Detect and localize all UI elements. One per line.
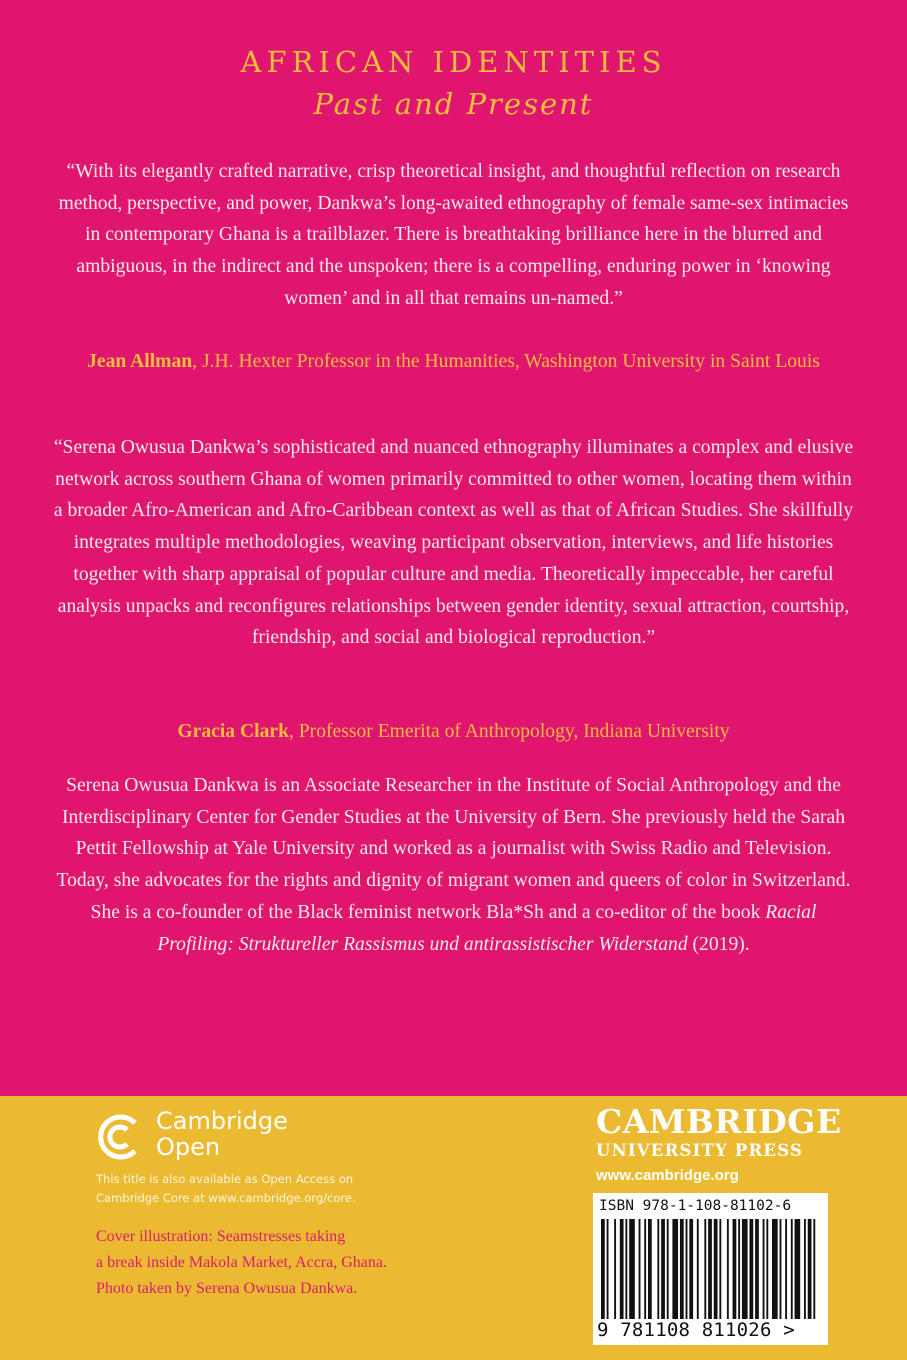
barcode-bar (648, 1219, 652, 1319)
barcode-bar (629, 1219, 635, 1319)
barcode-bar (733, 1219, 737, 1319)
barcode-bar (813, 1219, 815, 1319)
barcode-bar (644, 1219, 646, 1319)
author-bio-year: (2019). (687, 933, 750, 955)
cover-credit-line3: Photo taken by Serena Owusua Dankwa. (96, 1280, 358, 1297)
isbn-barcode (593, 1193, 828, 1345)
barcode-digits: 9 781108 811026 > (597, 1319, 795, 1341)
publisher-name: CAMBRIDGE (596, 1102, 842, 1141)
cambridge-open-logo-icon (95, 1113, 143, 1161)
endorsement-quote-clark: “Serena Owusua Dankwa’s sophisticated and nuanced ethnography illuminates a complex and elusive network across southern Ghana of women primarily committed to other women, locating them within a broader Afro-American and Afro-Caribbean context as well as that of African Studies. She skillfully integrates multiple methodologies, weaving participant observation, interviews, and life histories together with sharp appraisal of popular culture and media. Theoretically impeccable, her careful analysis unpacks and reconfigures relationships between gender identity, sexual attraction, courtship, friendship, and social and biological reproduction.” (53, 437, 854, 649)
barcode-bar (738, 1219, 740, 1319)
cambridge-open-line1: Cambridge (156, 1107, 288, 1135)
series-subtitle: Past and Present (313, 87, 594, 121)
isbn-label: ISBN 978-1-108-81102-6 (599, 1198, 792, 1214)
barcode-bar (704, 1219, 706, 1319)
barcode-bar (686, 1219, 688, 1319)
endorsement-attribution-clark (52, 716, 855, 748)
barcode-bar (620, 1219, 624, 1319)
author-bio-text: Serena Owusua Dankwa is an Associate Researcher in the Institute of Social Anthropology and the Interdisciplinary Center for Gender Studies at the University of Bern. She previously held the Sarah Pettit Fellowship at Yale University and worked as a journalist with Swiss Radio and Television. Today, she advocates for the rights and dignity of migrant women and queers of color in Switzerland. She is a co-founder of the Black feminist network Bla*Sh and a co-editor of the book (56, 775, 851, 923)
cambridge-open-line2: Open (156, 1133, 221, 1161)
barcode-bar (672, 1219, 678, 1319)
barcode-bar (755, 1219, 759, 1319)
barcode-bar (625, 1219, 627, 1319)
endorser-name-clark: Gracia Clark (177, 721, 289, 742)
barcode-bar (607, 1219, 609, 1319)
barcode-bar (719, 1219, 721, 1319)
barcode-bar (772, 1219, 778, 1319)
barcode-bar (680, 1219, 684, 1319)
barcode-bar (614, 1219, 616, 1319)
barcode-bar (808, 1219, 812, 1319)
barcode-bar (766, 1219, 768, 1319)
publisher-url: www.cambridge.org (596, 1167, 739, 1184)
author-bio-book-title: Racial Profiling: Struktureller Rassismus und antirassistischer Widerstand (157, 901, 817, 955)
barcode-bar (749, 1219, 753, 1319)
barcode-bar (689, 1219, 693, 1319)
barcode-bar (714, 1219, 718, 1319)
cover-credit-line1: Cover illustration: Seamstresses taking (96, 1228, 346, 1245)
barcode-bar (661, 1219, 665, 1319)
barcode-bar (697, 1219, 699, 1319)
endorser-name-allman: Jean Allman (87, 351, 193, 372)
barcode-bar (791, 1219, 793, 1319)
endorsement-quote-allman: “With its elegantly crafted narrative, crisp theoretical insight, and thoughtful reflection on research method, perspective, and power, Dankwa’s long-awaited ethnography of female same-sex intimacies in contemporary Ghana is a trailblazer. There is breathtaking brilliance here in the blurred and ambiguous, in the indirect and the unspoken; there is a compelling, enduring power in ‘knowing women’ and in all that remains un-named.” (58, 161, 849, 309)
barcode-bar (804, 1219, 806, 1319)
barcode-bars-icon (601, 1219, 819, 1319)
endorser-affiliation-clark: , Professor Emerita of Anthropology, Indiana University (288, 721, 730, 742)
cambridge-open-wordmark (156, 1108, 288, 1160)
barcode-bar (780, 1219, 782, 1319)
barcode-bar (785, 1219, 787, 1319)
barcode-bar (727, 1219, 729, 1319)
barcode-bar (601, 1219, 605, 1319)
barcode-bar (742, 1219, 748, 1319)
barcode-bar (763, 1219, 765, 1319)
publisher-press: UNIVERSITY PRESS (596, 1141, 804, 1160)
series-heading (0, 42, 907, 126)
series-title: AFRICAN IDENTITIES (240, 45, 667, 79)
endorsement-attribution-allman (52, 346, 855, 378)
cover-credit-line2: a break inside Makola Market, Accra, Ghana. (96, 1254, 387, 1271)
cover-illustration-credit (96, 1224, 436, 1302)
barcode-bar (795, 1219, 801, 1319)
endorser-affiliation-allman: , J.H. Hexter Professor in the Humanities, Washington University in Saint Louis (192, 351, 820, 372)
open-access-note: This title is also available as Open Access on Cambridge Core at www.cambridge.org/core. (96, 1172, 356, 1205)
barcode-bar (639, 1219, 641, 1319)
barcode-bar (657, 1219, 659, 1319)
author-bio (52, 770, 855, 960)
barcode-bar (708, 1219, 712, 1319)
barcode-bar (667, 1219, 669, 1319)
